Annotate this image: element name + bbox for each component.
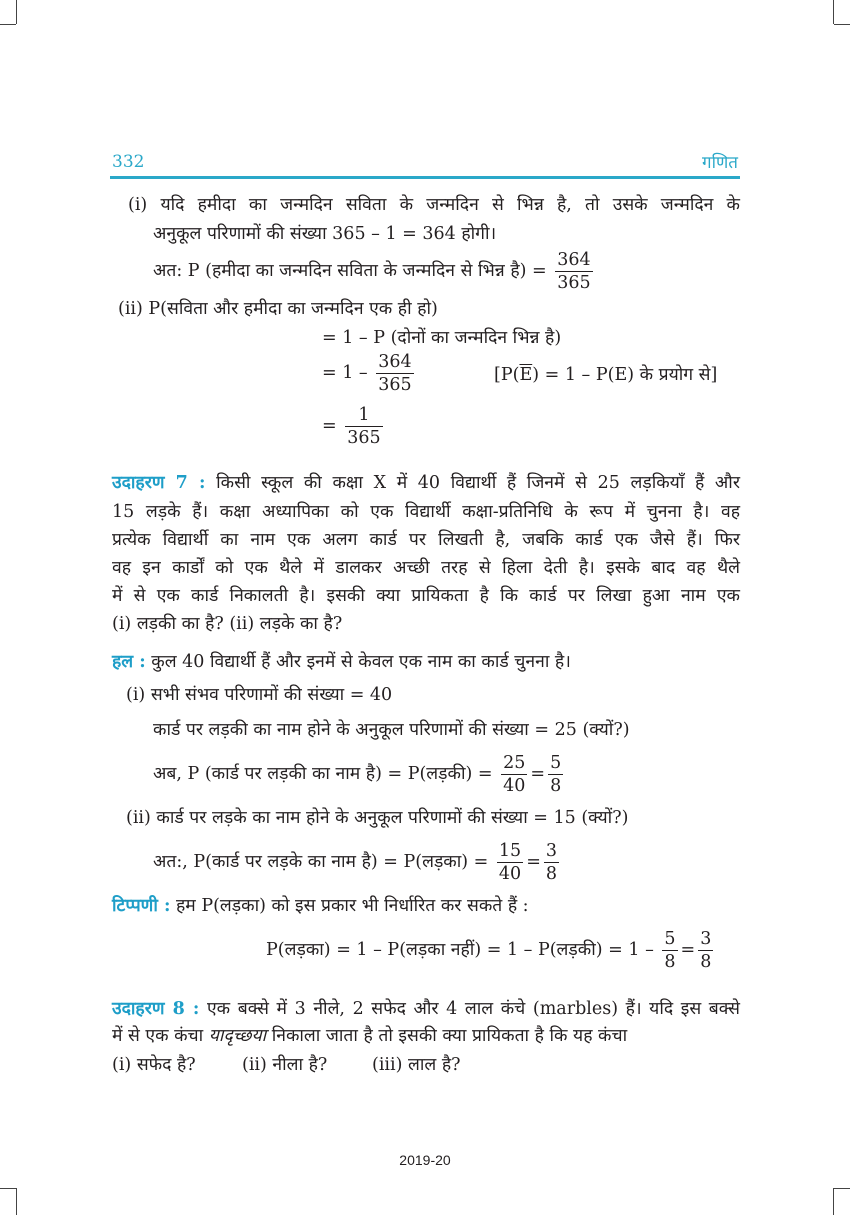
example-8-line-2 [112,1024,627,1048]
crop-mark-top-left-h [0,24,16,25]
crop-mark-bottom-right [833,1188,834,1215]
fraction-364-365-b [376,351,413,396]
crop-mark-bottom-left-h [0,1188,16,1189]
example-8-text-1: एक बक्से में 3 नीले, 2 सफेद और 4 लाल कंचे (marbles) हैं। यदि इस बक्से [207,999,740,1019]
denominator: 8 [545,864,558,884]
example-8-line-1 [112,997,740,1021]
step-3-prefix: = [322,416,337,436]
fraction-3-8 [544,840,559,885]
crop-mark-top-left [16,0,17,24]
example-7-line-4: वह इन कार्डों को एक थैले में डालकर अच्छी तरह से हिला देती है। इसके बाद वह थैले [112,558,740,578]
part-ii-step-1: = 1 – P (दोनों का जन्मदिन भिन्न है) [322,328,562,348]
solution-ii-probability-text: अत:, P(कार्ड पर लड़के का नाम है) = P(लड़का) = [153,852,489,872]
solution-label: हल : [112,652,146,672]
numerator: 3 [545,841,558,861]
crop-mark-top-right-h [834,24,850,25]
crop-mark-top-right [833,0,834,24]
example-8-option-3: (iii) लाल है? [372,1055,461,1075]
denominator: 365 [347,428,381,448]
numerator: 15 [498,841,522,861]
example-8-italic-word: यादृच्छया [208,1026,267,1046]
example-7-text-1: किसी स्कूल की कक्षा X में 40 विद्यार्थी हैं जिनमें से 25 लड़कियाँ हैं और [216,473,740,493]
denominator: 40 [503,776,526,796]
solution-i-total: (i) सभी संभव परिणामों की संख्या = 40 [126,685,393,705]
note-label: टिप्पणी : [112,896,171,916]
crop-mark-bottom-right-h [834,1188,850,1189]
solution-ii-favourable: (ii) कार्ड पर लड़के का नाम होने के अनुकूल परिणामों की संख्या = 15 (क्यों?) [126,808,629,828]
denominator: 40 [498,864,522,884]
note-line [112,894,529,918]
fraction-15-40 [497,840,523,885]
part-i-line-2: अनुकूल परिणामों की संख्या 365 – 1 = 364 होगी। [153,224,497,244]
example-8-label: उदाहरण 8 : [112,999,200,1019]
e-bar: $\overline{E}$ [519,365,533,385]
fraction-25-40 [501,752,527,797]
solution-intro [112,650,571,674]
example-7-line-1 [112,471,740,495]
numerator: 364 [557,250,591,270]
crop-mark-bottom-left [16,1188,17,1215]
part-ii-step-3 [322,404,386,449]
numerator: 5 [664,929,676,949]
numerator: 3 [700,929,712,949]
fraction-1-365 [345,404,382,449]
step-2-prefix: = 1 – [322,363,368,383]
example-8-text-2b: निकाला जाता है तो इसकी क्या प्रायिकता है कि यह कंचा [271,1026,628,1046]
example-7-line-3: प्रत्येक विद्यार्थी का नाम एक अलग कार्ड पर लिखती है, जबकि कार्ड एक जैसे हैं। फिर [112,530,740,550]
part-ii-step-2 [322,351,417,396]
equals-sign: = [530,764,546,784]
numerator: 364 [378,352,412,372]
example-8-option-1: (i) सफेद है? [112,1055,196,1075]
solution-ii-probability [153,840,562,885]
numerator: 1 [345,404,382,427]
fraction-5-8 [548,752,563,797]
note-close: ) = 1 – P(E) के प्रयोग से] [532,365,718,385]
footer-year: 2019-20 [399,1152,451,1168]
denominator: 8 [700,952,712,972]
denominator: 365 [557,273,591,293]
numerator: 25 [503,753,526,773]
complement-rule-note [494,363,717,387]
example-8-text-2a: में से एक कंचा [112,1026,204,1046]
note-formula-text: P(लड़का) = 1 – P(लड़का नहीं) = 1 – P(लड़की) = 1 – [266,940,654,960]
note-formula [266,928,716,973]
note-open: [P( [494,365,520,385]
subject-title: गणित [702,153,738,173]
example-8-option-2: (ii) नीला है? [242,1055,328,1075]
header-rule [110,176,740,179]
numerator: 5 [550,753,562,773]
part-i-probability [153,249,596,294]
denominator: 365 [378,375,412,395]
part-i-probability-text: अत: P (हमीदा का जन्मदिन सविता के जन्मदिन से भिन्न है) = [153,261,547,281]
denominator: 8 [664,952,676,972]
fraction-364-365 [555,249,592,294]
example-7-label: उदाहरण 7 : [112,473,206,493]
part-i-line-1: (i) यदि हमीदा का जन्मदिन सविता के जन्मदिन से भिन्न है, तो उसके जन्मदिन के [128,195,740,215]
note-text: हम P(लड़का) को इस प्रकार भी निर्धारित कर सकते हैं : [176,896,529,916]
page-number: 332 [112,152,145,172]
example-7-line-5: में से एक कार्ड निकालती है। इसकी क्या प्रायिकता है कि कार्ड पर लिखा हुआ नाम एक [112,586,740,606]
solution-intro-text: कुल 40 विद्यार्थी हैं और इनमें से केवल एक नाम का कार्ड चुनना है। [151,652,571,672]
example-7-line-6: (i) लड़की का है? (ii) लड़के का है? [112,614,343,634]
solution-i-favourable: कार्ड पर लड़की का नाम होने के अनुकूल परिणामों की संख्या = 25 (क्यों?) [153,720,630,740]
part-ii-line: (ii) P(सविता और हमीदा का जन्मदिन एक ही हो) [118,299,438,319]
equals-sign: = [680,940,696,960]
solution-i-probability [153,752,566,797]
equals-sign: = [526,852,541,872]
example-7-line-2: 15 लड़के हैं। कक्षा अध्यापिका को एक विद्यार्थी कक्षा-प्रतिनिधि के रूप में चुनना है। वह [112,502,740,522]
fraction-3-8-b [698,928,713,973]
fraction-5-8-b [662,928,677,973]
denominator: 8 [550,776,562,796]
solution-i-probability-text: अब, P (कार्ड पर लड़की का नाम है) = P(लड़की) = [153,764,493,784]
